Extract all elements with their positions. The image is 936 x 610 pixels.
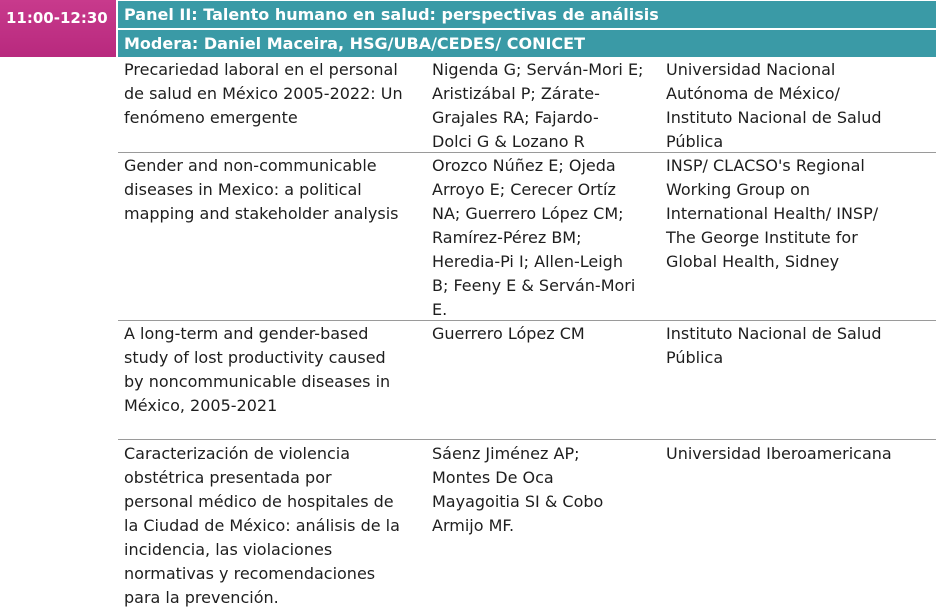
paper-authors: Nigenda G; Serván-Mori E; Aristizábal P; Zárate- Grajales RA; Fajardo- Dolci G & Lozano R <box>432 60 644 151</box>
session-time <box>0 0 116 57</box>
paper-title: Gender and non-communicable diseases in Mexico: a political mapping and stakeholder analysis <box>124 156 399 223</box>
table-row <box>118 321 936 440</box>
time-column <box>0 57 116 608</box>
paper-institution: Instituto Nacional de Salud Pública <box>666 324 882 367</box>
panel-title: Panel II: Talento humano en salud: perspectivas de análisis <box>118 1 936 28</box>
paper-institution: INSP/ CLACSO's Regional Working Group on International Health/ INSP/ The George Institute for Global Health, Sidney <box>666 156 879 271</box>
session-time-label: 11:00-12:30 <box>6 9 108 27</box>
paper-institution: Universidad Iberoamericana <box>666 444 892 463</box>
paper-title: A long-term and gender-based study of lost productivity caused by noncommunicable diseases in México, 2005-2021 <box>124 324 391 415</box>
table-row <box>118 153 936 321</box>
table-row <box>118 57 936 153</box>
paper-authors: Orozco Núñez E; Ojeda Arroyo E; Cerecer Ortíz NA; Guerrero López CM; Ramírez-Pérez BM; Heredia-Pi I; Allen-Leigh B; Feeny E & Serván-Mori E. <box>432 156 636 319</box>
paper-institution: Universidad Nacional Autónoma de México/ Instituto Nacional de Salud Pública <box>666 60 882 151</box>
paper-title: Caracterización de violencia obstétrica presentada por personal médico de hospitales de la Ciudad de México: análisis de la incidencia, las violaciones normativas y recomendaciones para la prevención. <box>124 444 400 607</box>
moderator: Modera: Daniel Maceira, HSG/UBA/CEDES/ CONICET <box>118 30 936 57</box>
paper-authors: Guerrero López CM <box>432 324 585 343</box>
paper-authors: Sáenz Jiménez AP; Montes De Oca Mayagoitia SI & Cobo Armijo MF. <box>432 444 604 535</box>
paper-title: Precariedad laboral en el personal de salud en México 2005-2022: Un fenómeno emergente <box>124 60 403 127</box>
table-row <box>118 440 936 608</box>
